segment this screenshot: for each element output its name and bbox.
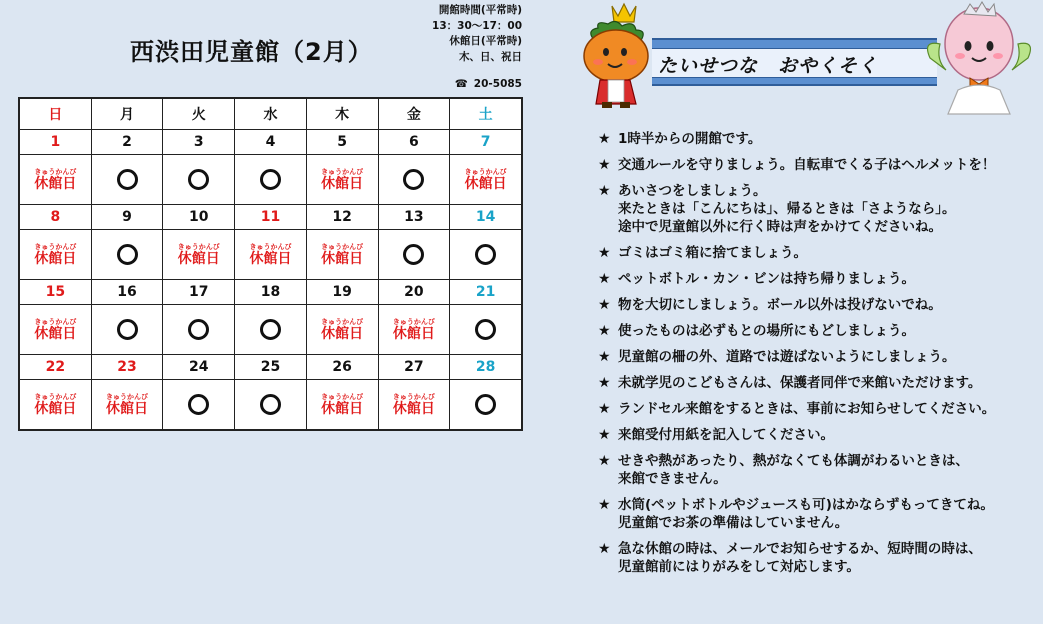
closed-text: 休館日 — [321, 400, 364, 417]
closed-label — [235, 244, 306, 266]
closed-text: 休館日 — [34, 250, 77, 267]
closed-text: 休館日 — [106, 400, 149, 417]
fairy-mascot-icon — [920, 0, 1038, 116]
rule-text: 児童館の柵の外、道路では遊ばないようにしましょう。 — [618, 349, 956, 365]
rule-item — [598, 452, 1038, 488]
persimmon-mascot-icon — [572, 0, 662, 110]
rule-item — [598, 130, 1038, 148]
closed-day-cell — [19, 305, 91, 355]
closed-label — [307, 319, 378, 341]
open-day-cell — [235, 305, 307, 355]
date-cell: 7 — [450, 130, 522, 155]
status-row — [19, 230, 522, 280]
opening-info — [415, 3, 522, 65]
calendar — [18, 97, 523, 431]
rule-text: 途中で児童館以外に行く時は声をかけてくださいね。 — [618, 219, 942, 235]
closed-label — [92, 394, 163, 416]
open-circle-icon — [188, 394, 209, 415]
date-cell: 18 — [235, 280, 307, 305]
open-circle-icon — [260, 394, 281, 415]
closed-label — [20, 169, 91, 191]
rule-item — [598, 400, 1038, 418]
rule-item — [598, 156, 1038, 174]
closed-day-cell — [378, 380, 450, 431]
open-day-cell — [378, 230, 450, 280]
open-circle-icon — [188, 319, 209, 340]
rule-item — [598, 374, 1038, 392]
phone-value: 20-5085 — [473, 78, 522, 90]
date-cell: 28 — [450, 355, 522, 380]
date-cell: 11 — [235, 205, 307, 230]
open-day-cell — [91, 230, 163, 280]
open-circle-icon — [475, 394, 496, 415]
closed-day-cell — [91, 380, 163, 431]
hours-value: 13：30～17：00 — [432, 19, 522, 32]
closed-day-cell — [19, 155, 91, 205]
open-day-cell — [235, 155, 307, 205]
closed-label — [450, 169, 521, 191]
telephone-icon: ☎ — [454, 78, 468, 90]
closed-day-cell — [306, 155, 378, 205]
rule-text: あいさつをしましょう。 — [618, 183, 767, 199]
rule-text: 来館できません。 — [618, 471, 727, 487]
date-cell: 25 — [235, 355, 307, 380]
closed-label — [379, 319, 450, 341]
rule-text: ゴミはゴミ箱に捨てましょう。 — [618, 245, 807, 261]
open-circle-icon — [475, 319, 496, 340]
date-cell: 2 — [91, 130, 163, 155]
rule-item — [598, 322, 1038, 340]
promise-banner — [652, 38, 937, 86]
rule-item — [598, 182, 1038, 236]
closed-ruby: きゅうかんび — [321, 167, 364, 176]
date-row — [19, 130, 522, 155]
closed-ruby: きゅうかんび — [321, 317, 364, 326]
closed-text: 休館日 — [392, 400, 435, 417]
date-cell: 6 — [378, 130, 450, 155]
page-title: 西渋田児童館（2月） — [130, 38, 373, 66]
open-circle-icon — [117, 169, 138, 190]
closed-day-cell — [306, 230, 378, 280]
date-cell: 5 — [306, 130, 378, 155]
open-circle-icon — [260, 319, 281, 340]
star-icon: ★ — [598, 157, 611, 173]
rule-text: 来館受付用紙を記入してください。 — [618, 427, 834, 443]
closed-text: 休館日 — [34, 175, 77, 192]
star-icon: ★ — [598, 297, 611, 313]
rule-text: 児童館でお茶の準備はしていません。 — [618, 515, 849, 531]
star-icon: ★ — [598, 245, 611, 261]
date-cell: 27 — [378, 355, 450, 380]
star-icon: ★ — [598, 427, 611, 443]
open-day-cell — [450, 380, 522, 431]
rule-text: ペットボトル・カン・ビンは持ち帰りましょう。 — [618, 271, 915, 287]
date-cell: 1 — [19, 130, 91, 155]
closed-ruby: きゅうかんび — [177, 242, 220, 251]
closed-text: 休館日 — [249, 250, 292, 267]
date-cell: 20 — [378, 280, 450, 305]
closed-ruby: きゅうかんび — [34, 167, 77, 176]
weekday-header: 木 — [306, 98, 378, 130]
star-icon: ★ — [598, 271, 611, 287]
rule-item — [598, 426, 1038, 444]
closed-day-cell — [163, 230, 235, 280]
date-cell: 19 — [306, 280, 378, 305]
rule-item — [598, 496, 1038, 532]
closed-label — [379, 394, 450, 416]
banner-title: たいせつな おやくそく — [658, 55, 879, 77]
weekday-header-row — [19, 98, 522, 130]
rule-text: 水筒(ペットボトルやジュースも可)はかならずもってきてね。 — [618, 497, 994, 513]
closed-label: 休館日(平常時) — [449, 35, 522, 47]
closed-label — [20, 394, 91, 416]
date-cell: 15 — [19, 280, 91, 305]
closed-text: 休館日 — [321, 250, 364, 267]
closed-day-cell — [306, 380, 378, 431]
closed-label — [20, 319, 91, 341]
closed-day-cell — [19, 380, 91, 431]
open-day-cell — [91, 305, 163, 355]
open-circle-icon — [188, 169, 209, 190]
closed-days: 木、日、祝日 — [459, 50, 522, 63]
rule-text: せきや熱があったり、熱がなくても体調がわるいときは、 — [618, 453, 969, 469]
weekday-header: 水 — [235, 98, 307, 130]
rule-text: 未就学児のこどもさんは、保護者同伴で来館いただけます。 — [618, 375, 982, 391]
status-row — [19, 305, 522, 355]
weekday-header: 土 — [450, 98, 522, 130]
rule-item — [598, 296, 1038, 314]
closed-day-cell — [19, 230, 91, 280]
closed-text: 休館日 — [34, 400, 77, 417]
open-day-cell — [450, 230, 522, 280]
star-icon: ★ — [598, 131, 611, 147]
closed-text: 休館日 — [321, 325, 364, 342]
rule-item — [598, 540, 1038, 576]
closed-ruby: きゅうかんび — [464, 167, 507, 176]
closed-ruby: きゅうかんび — [249, 242, 292, 251]
closed-ruby: きゅうかんび — [392, 317, 435, 326]
rules-list — [598, 130, 1038, 584]
date-cell: 14 — [450, 205, 522, 230]
date-cell: 23 — [91, 355, 163, 380]
weekday-header: 日 — [19, 98, 91, 130]
rule-item — [598, 244, 1038, 262]
closed-day-cell — [450, 155, 522, 205]
closed-ruby: きゅうかんび — [321, 392, 364, 401]
weekday-header: 火 — [163, 98, 235, 130]
status-row — [19, 155, 522, 205]
open-day-cell — [163, 380, 235, 431]
open-circle-icon — [475, 244, 496, 265]
status-row — [19, 380, 522, 431]
rule-text: ランドセル来館をするときは、事前にお知らせしてください。 — [618, 401, 996, 417]
date-cell: 12 — [306, 205, 378, 230]
rule-text: 来たときは「こんにちは」、帰るときは「さようなら」。 — [618, 201, 956, 217]
open-day-cell — [91, 155, 163, 205]
weekday-header: 金 — [378, 98, 450, 130]
closed-day-cell — [235, 230, 307, 280]
date-cell: 21 — [450, 280, 522, 305]
closed-label — [163, 244, 234, 266]
rule-text: 急な休館の時は、メールでお知らせするか、短時間の時は、 — [618, 541, 982, 557]
closed-day-cell — [378, 305, 450, 355]
closed-text: 休館日 — [392, 325, 435, 342]
rule-item — [598, 270, 1038, 288]
closed-ruby: きゅうかんび — [34, 392, 77, 401]
star-icon: ★ — [598, 183, 611, 199]
closed-ruby: きゅうかんび — [392, 392, 435, 401]
open-day-cell — [163, 305, 235, 355]
rule-text: 物を大切にしましょう。ボール以外は投げないでね。 — [618, 297, 942, 313]
rule-text: 1時半からの開館です。 — [618, 131, 762, 147]
closed-label — [20, 244, 91, 266]
date-cell: 4 — [235, 130, 307, 155]
date-row — [19, 205, 522, 230]
date-cell: 17 — [163, 280, 235, 305]
closed-ruby: きゅうかんび — [106, 392, 149, 401]
open-circle-icon — [403, 169, 424, 190]
star-icon: ★ — [598, 323, 611, 339]
star-icon: ★ — [598, 401, 611, 417]
date-cell: 3 — [163, 130, 235, 155]
closed-label — [307, 169, 378, 191]
phone-number — [455, 78, 522, 90]
star-icon: ★ — [598, 349, 611, 365]
closed-ruby: きゅうかんび — [34, 242, 77, 251]
open-circle-icon — [117, 244, 138, 265]
date-cell: 24 — [163, 355, 235, 380]
open-day-cell — [163, 155, 235, 205]
closed-day-cell — [306, 305, 378, 355]
star-icon: ★ — [598, 497, 611, 513]
closed-label — [307, 394, 378, 416]
date-cell: 10 — [163, 205, 235, 230]
rule-text: 交通ルールを守りましょう。自転車でくる子はヘルメットを！ — [618, 157, 996, 173]
open-circle-icon — [403, 244, 424, 265]
closed-ruby: きゅうかんび — [34, 317, 77, 326]
star-icon: ★ — [598, 375, 611, 391]
date-cell: 16 — [91, 280, 163, 305]
date-row — [19, 355, 522, 380]
star-icon: ★ — [598, 541, 611, 557]
date-cell: 8 — [19, 205, 91, 230]
closed-text: 休館日 — [177, 250, 220, 267]
closed-text: 休館日 — [321, 175, 364, 192]
rule-item — [598, 348, 1038, 366]
date-cell: 13 — [378, 205, 450, 230]
closed-label — [307, 244, 378, 266]
open-day-cell — [378, 155, 450, 205]
open-day-cell — [450, 305, 522, 355]
date-cell: 26 — [306, 355, 378, 380]
open-circle-icon — [260, 169, 281, 190]
star-icon: ★ — [598, 453, 611, 469]
hours-label: 開館時間(平常時) — [438, 4, 522, 16]
date-cell: 22 — [19, 355, 91, 380]
open-day-cell — [235, 380, 307, 431]
open-circle-icon — [117, 319, 138, 340]
closed-text: 休館日 — [34, 325, 77, 342]
rule-text: 児童館前にはりがみをして対応します。 — [618, 559, 860, 575]
date-row — [19, 280, 522, 305]
closed-ruby: きゅうかんび — [321, 242, 364, 251]
date-cell: 9 — [91, 205, 163, 230]
rule-text: 使ったものは必ずもとの場所にもどしましょう。 — [618, 323, 915, 339]
weekday-header: 月 — [91, 98, 163, 130]
closed-text: 休館日 — [464, 175, 507, 192]
